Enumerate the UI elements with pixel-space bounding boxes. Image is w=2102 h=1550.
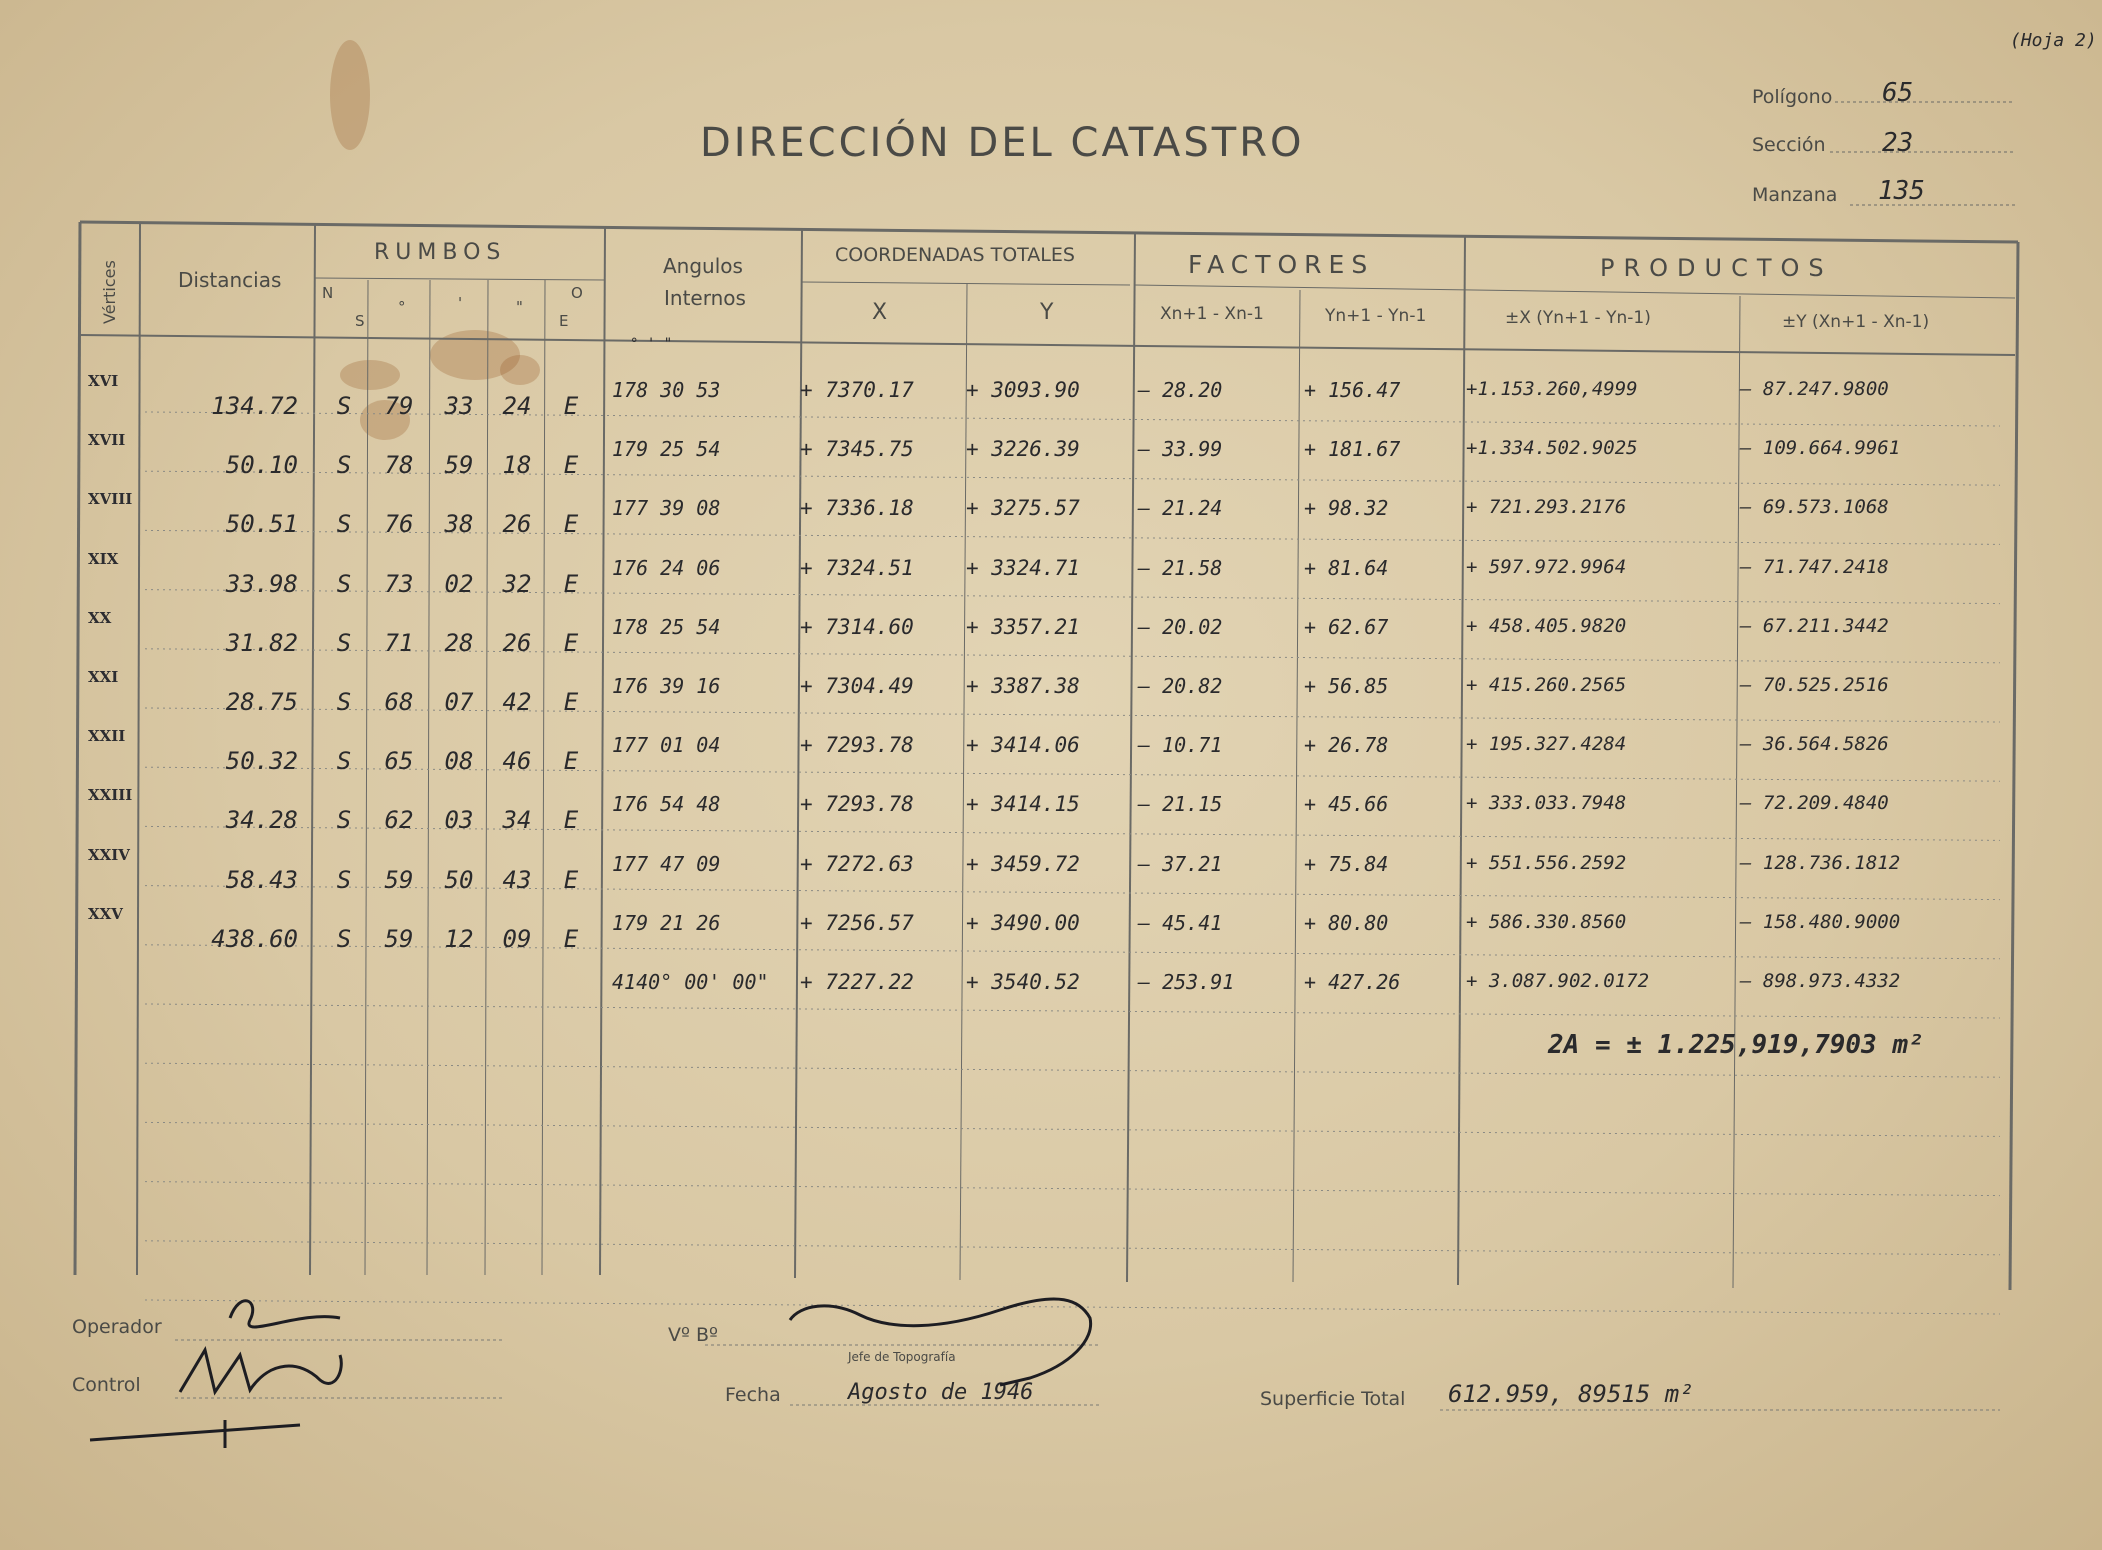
- cell-dist: 50.10: [225, 451, 298, 480]
- cell-re: E: [563, 569, 579, 598]
- cell-fx: — 20.82: [1138, 674, 1223, 698]
- cell-rm: 12: [444, 924, 474, 953]
- cell-y: + 3093.90: [966, 378, 1080, 402]
- rumbos-min: ': [458, 294, 463, 312]
- cell-rs: S: [336, 392, 352, 420]
- cell-px: + 3.087.902.0172: [1466, 970, 1650, 992]
- cell-re: E: [563, 688, 579, 716]
- cell-fy: + 181.67: [1304, 437, 1401, 462]
- cell-dist: 28.75: [225, 688, 298, 716]
- cell-x: + 7227.22: [800, 970, 914, 994]
- vertex-label: XXV: [88, 904, 123, 923]
- cell-rsec: 34: [502, 806, 532, 835]
- cell-py: — 72.209.4840: [1740, 792, 1889, 815]
- cell-angle: 176 24 06: [612, 555, 721, 580]
- cell-rm: 50: [444, 865, 474, 894]
- cell-rs: S: [336, 451, 352, 480]
- cell-rd: 65: [384, 747, 414, 776]
- cell-re: E: [563, 924, 579, 953]
- vertex-label: XX: [88, 608, 112, 627]
- cell-fx: — 21.58: [1138, 555, 1223, 580]
- cell-rm: 38: [444, 510, 474, 539]
- producto-x-header: ±X (Yn+1 - Yn-1): [1505, 308, 1651, 328]
- vobo-label: Vº Bº: [668, 1324, 718, 1346]
- cell-re: E: [563, 628, 579, 657]
- cell-fy: + 81.64: [1304, 555, 1389, 580]
- cell-dist: 134.72: [211, 392, 298, 420]
- cell-y: + 3357.21: [966, 614, 1080, 639]
- manzana-label: Manzana: [1752, 184, 1838, 206]
- cell-angle: 176 54 48: [612, 792, 721, 817]
- angle-units: ° ' ": [630, 336, 673, 352]
- cell-x: + 7272.63: [800, 851, 914, 876]
- fecha-value: Agosto de 1946: [848, 1380, 1034, 1405]
- cell-rsec: 32: [502, 569, 532, 598]
- cell-rs: S: [336, 510, 352, 539]
- cell-y: + 3414.15: [966, 792, 1080, 817]
- cell-y: + 3275.57: [966, 496, 1080, 521]
- poligono-label: Polígono: [1752, 86, 1833, 108]
- superficie-value: 612.959, 89515 m²: [1448, 1380, 1694, 1408]
- vertex-label: XVII: [88, 431, 126, 450]
- cell-rd: 59: [384, 865, 414, 894]
- cell-rs: S: [336, 747, 352, 776]
- factor-x-header: Xn+1 - Xn-1: [1160, 304, 1264, 324]
- factores-header: FACTORES: [1188, 250, 1375, 279]
- cell-dist: 438.60: [211, 924, 298, 953]
- cell-x: + 7324.51: [800, 555, 914, 580]
- cell-fx: — 21.15: [1138, 792, 1223, 817]
- cell-py: — 70.525.2516: [1740, 674, 1889, 696]
- vertex-label: XXII: [88, 727, 126, 746]
- cell-fy: + 56.85: [1304, 674, 1389, 698]
- cell-rd: 78: [384, 451, 414, 480]
- rumbos-sec: ": [516, 298, 523, 316]
- cell-rm: 07: [444, 688, 474, 716]
- cell-rm: 03: [444, 806, 474, 835]
- cell-rd: 79: [384, 392, 414, 420]
- producto-y-header: ±Y (Xn+1 - Xn-1): [1782, 312, 1930, 332]
- cell-re: E: [563, 865, 579, 894]
- rumbos-e: E: [559, 312, 569, 330]
- cell-x: + 7304.49: [800, 674, 914, 698]
- vertex-label: XXIV: [88, 845, 130, 864]
- cell-re: E: [563, 510, 579, 539]
- cell-fy: + 156.47: [1304, 378, 1401, 402]
- control-label: Control: [72, 1374, 141, 1396]
- cell-fx: — 10.71: [1138, 733, 1223, 758]
- cell-rsec: 18: [502, 451, 532, 480]
- cell-y: + 3226.39: [966, 437, 1080, 462]
- cell-angle: 178 25 54: [612, 614, 721, 639]
- rumbos-o: O: [571, 284, 583, 302]
- vertex-label: XVIII: [88, 490, 133, 509]
- cell-px: + 721.293.2176: [1466, 496, 1627, 519]
- cell-angle: 178 30 53: [612, 378, 721, 402]
- operador-signature: [230, 1301, 340, 1327]
- cell-angle: 179 25 54: [612, 437, 721, 462]
- cell-py: — 36.564.5826: [1740, 733, 1889, 756]
- control-underline: [90, 1425, 300, 1440]
- poligono-value: 65: [1882, 78, 1914, 108]
- cell-px: + 551.556.2592: [1466, 851, 1627, 874]
- cell-fy: + 427.26: [1304, 970, 1401, 994]
- cell-re: E: [563, 451, 579, 480]
- cell-rd: 73: [384, 569, 414, 598]
- cell-rs: S: [336, 628, 352, 657]
- cell-angle: 176 39 16: [612, 674, 721, 698]
- cell-rm: 08: [444, 747, 474, 776]
- cell-rd: 71: [384, 628, 414, 657]
- distancias-header: Distancias: [178, 268, 282, 292]
- cell-rd: 59: [384, 924, 414, 953]
- cell-y: + 3459.72: [966, 851, 1080, 876]
- cell-fy: + 26.78: [1304, 733, 1389, 758]
- cell-py: — 158.480.9000: [1740, 910, 1901, 933]
- cell-px: + 597.972.9964: [1466, 555, 1627, 578]
- cell-rsec: 09: [502, 924, 532, 953]
- double-area: 2A = ± 1.225,919,7903 m²: [1548, 1030, 1924, 1060]
- cell-dist: 58.43: [225, 865, 298, 894]
- seccion-value: 23: [1882, 128, 1914, 158]
- cell-rm: 28: [444, 628, 474, 657]
- cell-dist: 50.32: [225, 747, 298, 776]
- cell-angle: 177 47 09: [612, 851, 721, 876]
- cell-x: + 7293.78: [800, 792, 914, 817]
- cell-fy: + 75.84: [1304, 851, 1389, 876]
- cell-y: + 3414.06: [966, 733, 1080, 758]
- control-signature: [180, 1350, 341, 1392]
- jefe-label: Jefe de Topografía: [848, 1350, 956, 1364]
- cell-angle: 177 01 04: [612, 733, 721, 758]
- cell-angle: 177 39 08: [612, 496, 721, 521]
- cell-fy: + 80.80: [1304, 910, 1389, 935]
- cell-y: + 3324.71: [966, 555, 1080, 580]
- cell-px: + 333.033.7948: [1466, 792, 1627, 815]
- x-header: X: [872, 300, 888, 325]
- cell-y: + 3540.52: [966, 970, 1080, 994]
- cell-rsec: 26: [502, 510, 532, 539]
- cell-x: + 7256.57: [800, 910, 914, 935]
- cell-x: + 7314.60: [800, 614, 914, 639]
- cell-py: — 67.211.3442: [1740, 614, 1889, 637]
- cell-fx: — 33.99: [1138, 437, 1223, 462]
- cell-px: +1.153.260,4999: [1466, 378, 1638, 400]
- cell-fx: — 21.24: [1138, 496, 1223, 521]
- cell-py: — 128.736.1812: [1740, 851, 1901, 874]
- cell-dist: 33.98: [225, 569, 298, 598]
- vobo-signature: [790, 1299, 1091, 1385]
- page-title: DIRECCIÓN DEL CATASTRO: [700, 120, 1305, 166]
- operador-label: Operador: [72, 1316, 162, 1338]
- cell-px: + 458.405.9820: [1466, 614, 1627, 637]
- angulos-header-2: Internos: [664, 286, 746, 310]
- cell-re: E: [563, 392, 579, 420]
- productos-header: PRODUCTOS: [1600, 254, 1833, 282]
- cell-dist: 34.28: [225, 806, 298, 835]
- seccion-label: Sección: [1752, 134, 1826, 156]
- vertex-label: XXI: [88, 668, 119, 686]
- cell-y: + 3387.38: [966, 674, 1080, 698]
- cell-fx: — 20.02: [1138, 614, 1223, 639]
- vertex-label: XVI: [88, 372, 119, 390]
- cell-px: + 586.330.8560: [1466, 910, 1627, 933]
- cell-rsec: 43: [502, 865, 532, 894]
- angulos-header-1: Angulos: [663, 254, 743, 278]
- cell-py: — 87.247.9800: [1740, 378, 1889, 400]
- cell-fx: — 253.91: [1138, 970, 1235, 994]
- rumbos-s: S: [355, 312, 365, 330]
- cell-angle: 4140° 00' 00": [612, 970, 769, 994]
- cell-x: + 7293.78: [800, 733, 914, 758]
- cell-rd: 62: [384, 806, 414, 835]
- sheet-note: (Hoja 2): [2010, 30, 2097, 51]
- vertex-label: XXIII: [88, 786, 133, 805]
- cell-fx: — 28.20: [1138, 378, 1223, 402]
- cell-rsec: 42: [502, 688, 532, 716]
- cell-re: E: [563, 747, 579, 776]
- cell-fy: + 62.67: [1304, 614, 1389, 639]
- factor-y-header: Yn+1 - Yn-1: [1325, 306, 1427, 326]
- cell-fx: — 45.41: [1138, 910, 1223, 935]
- cell-rsec: 26: [502, 628, 532, 657]
- cell-py: — 109.664.9961: [1740, 437, 1901, 460]
- cell-rd: 76: [384, 510, 414, 539]
- cell-angle: 179 21 26: [612, 910, 721, 935]
- superficie-label: Superficie Total: [1260, 1388, 1406, 1410]
- cell-x: + 7336.18: [800, 496, 914, 521]
- cell-px: + 415.260.2565: [1466, 674, 1627, 696]
- rumbos-n: N: [322, 284, 334, 302]
- cell-x: + 7345.75: [800, 437, 914, 462]
- cell-fy: + 45.66: [1304, 792, 1389, 817]
- cell-rs: S: [336, 924, 352, 953]
- cell-py: — 898.973.4332: [1740, 970, 1901, 992]
- cell-rm: 02: [444, 569, 474, 598]
- cell-py: — 69.573.1068: [1740, 496, 1889, 519]
- fecha-label: Fecha: [725, 1384, 781, 1406]
- cell-rs: S: [336, 806, 352, 835]
- cell-dist: 50.51: [225, 510, 298, 539]
- rumbos-deg: °: [398, 298, 406, 316]
- rumbos-header: RUMBOS: [374, 240, 507, 265]
- cell-fx: — 37.21: [1138, 851, 1223, 876]
- cell-px: + 195.327.4284: [1466, 733, 1627, 756]
- cell-re: E: [563, 806, 579, 835]
- cell-rsec: 46: [502, 747, 532, 776]
- vertex-label: XIX: [88, 549, 119, 568]
- vertices-header: Vértices: [100, 260, 119, 324]
- cell-rd: 68: [384, 688, 414, 716]
- y-header: Y: [1040, 300, 1054, 325]
- cell-rm: 33: [444, 392, 474, 420]
- manzana-value: 135: [1878, 176, 1925, 206]
- coordenadas-header: COORDENADAS TOTALES: [835, 244, 1075, 266]
- cell-rs: S: [336, 865, 352, 894]
- cell-dist: 31.82: [225, 628, 298, 657]
- cell-rm: 59: [444, 451, 474, 480]
- cell-rs: S: [336, 569, 352, 598]
- cell-py: — 71.747.2418: [1740, 555, 1889, 578]
- cell-rsec: 24: [502, 392, 532, 420]
- cell-rs: S: [336, 688, 352, 716]
- cell-fy: + 98.32: [1304, 496, 1389, 521]
- cell-x: + 7370.17: [800, 378, 914, 402]
- cell-y: + 3490.00: [966, 910, 1080, 935]
- cell-px: +1.334.502.9025: [1466, 437, 1638, 460]
